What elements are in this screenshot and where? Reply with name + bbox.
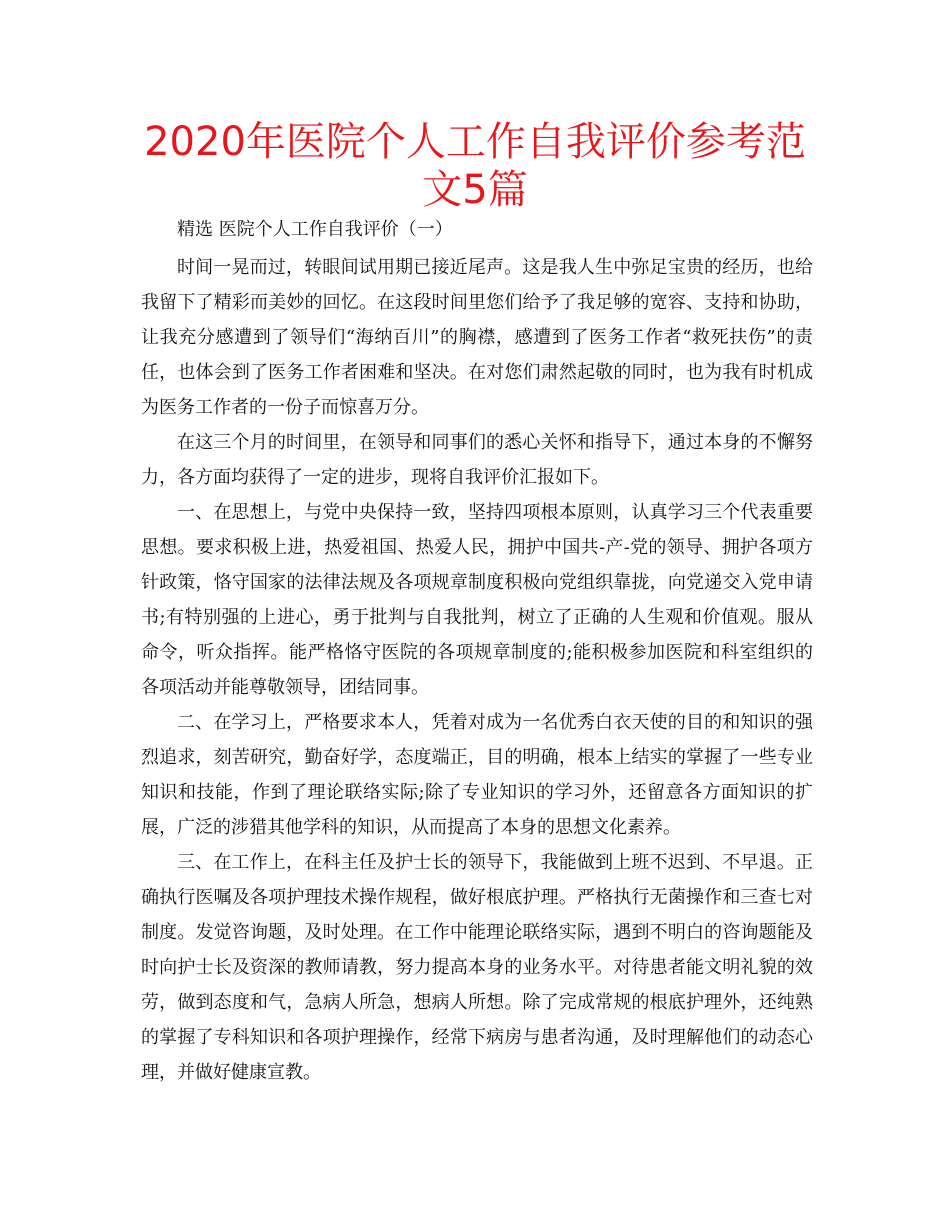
paragraph: 时间一晃而过，转眼间试用期已接近尾声。这是我人生中弥足宝贵的经历，也给我留下了精彩而美妙的回忆。在这段时间里您们给予了我足够的宽容、支持和协助，让我充分感遭到了领导们“海纳百川”的胸襟，感遭到了医务工作者“救死扶伤”的责任，也体会到了医务工作者困难和坚决。在对您们肃然起敬的同时，也为我有时机成为医务工作者的一份子而惊喜万分。 bbox=[141, 257, 813, 418]
paragraph: 三、在工作上，在科主任及护士长的领导下，我能做到上班不迟到、不早退。正确执行医嘱及各项护理技术操作规程，做好根底护理。严格执行无菌操作和三查七对制度。发觉咨询题，及时处理。在工作中能理论联络实际，遇到不明白的咨询题能及时向护士长及资深的教师请教，努力提高本身的业务水平。对待患者能文明礼貌的效劳，做到态度和气，急病人所急，想病人所想。除了完成常规的根底护理外，还纯熟的掌握了专科知识和各项护理操作，经常下病房与患者沟通，及时理解他们的动态心理，并做好健康宣教。 bbox=[141, 852, 813, 1083]
document-title: 2020年医院个人工作自我评价参考范文5篇 bbox=[144, 119, 806, 213]
paragraph: 二、在学习上，严格要求本人，凭着对成为一名优秀白衣天使的目的和知识的强烈追求，刻苦研究，勤奋好学，态度端正，目的明确，根本上结实的掌握了一些专业知识和技能，作到了理论联络实际;除了专业知识的学习外，还留意各方面知识的扩展，广泛的涉猎其他学科的知识，从而提高了本身的思想文化素养。 bbox=[141, 712, 813, 838]
section-heading: 精选 医院个人工作自我评价（一） bbox=[177, 219, 453, 240]
paragraph: 一、在思想上，与党中央保持一致，坚持四项根本原则，认真学习三个代表重要思想。要求积极上进，热爱祖国、热爱人民，拥护中国共-产-党的领导、拥护各项方针政策，恪守国家的法律法规及各项规章制度积极向党组织靠拢，向党递交入党申请书;有特别强的上进心，勇于批判与自我批判，树立了正确的人生观和价值观。服从命令，听众指挥。能严格恪守医院的各项规章制度的;能积极参加医院和科室组织的各项活动并能尊敬领导，团结同事。 bbox=[141, 502, 813, 698]
document-body bbox=[141, 216, 813, 1090]
paragraph: 在这三个月的时间里，在领导和同事们的悉心关怀和指导下，通过本身的不懈努力，各方面均获得了一定的进步，现将自我评价汇报如下。 bbox=[141, 432, 813, 488]
